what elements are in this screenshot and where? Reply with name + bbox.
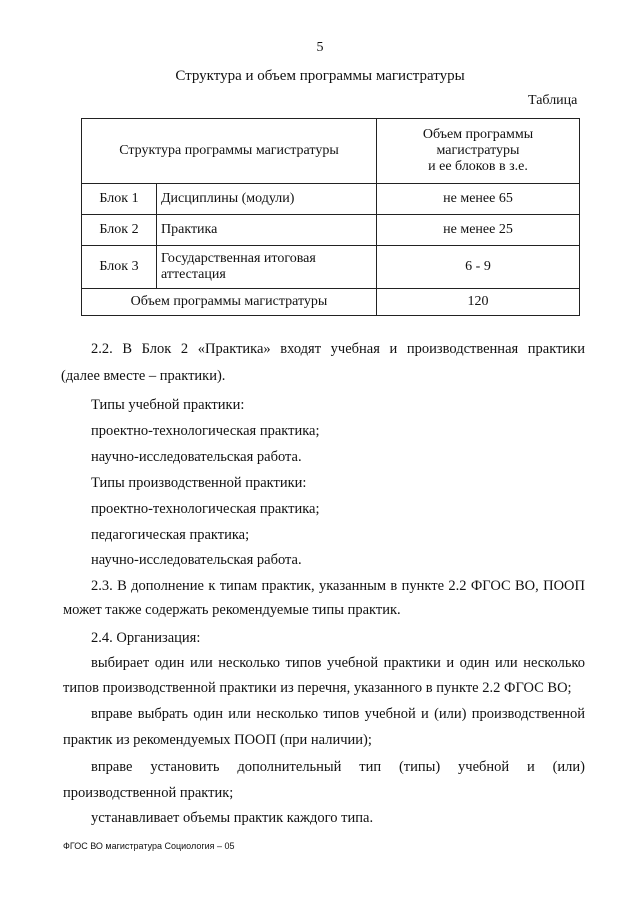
- block-cell: Блок 1: [82, 184, 157, 215]
- table-total-row: [82, 289, 580, 316]
- paragraph-line: вправе выбрать один или несколько типов учебной и (или) производственной: [91, 706, 585, 722]
- paragraph-line: выбирает один или несколько типов учебной практики и один или несколько: [91, 655, 585, 671]
- paragraph: Типы производственной практики:: [91, 475, 307, 491]
- header-volume-line: Объем программы: [422, 127, 534, 142]
- paragraph: устанавливает объемы практик каждого типа.: [91, 810, 374, 826]
- paragraph-line: производственной практик;: [63, 785, 234, 801]
- paragraph-line: 2.2. В Блок 2 «Практика» входят учебная и производственная практики: [91, 341, 585, 357]
- header-volume-line: магистратуры: [436, 143, 520, 158]
- paragraph: научно-исследовательская работа.: [91, 552, 302, 568]
- paragraph: проектно-технологическая практика;: [91, 423, 320, 439]
- block-volume-cell: не менее 25: [377, 215, 580, 246]
- header-volume-line: и ее блоков в з.е.: [428, 159, 528, 174]
- table-row: [82, 215, 580, 246]
- page-footer: ФГОС ВО магистратура Социология – 05: [63, 841, 235, 851]
- header-volume: [377, 119, 580, 184]
- block-cell: Блок 2: [82, 215, 157, 246]
- paragraph-line: 2.3. В дополнение к типам практик, указанным в пункте 2.2 ФГОС ВО, ПООП: [91, 578, 585, 594]
- block-volume-cell: 6 - 9: [377, 246, 580, 289]
- document-title: Структура и объем программы магистратуры: [175, 68, 465, 84]
- block-name-cell: Практика: [157, 215, 377, 246]
- paragraph: научно-исследовательская работа.: [91, 449, 302, 465]
- program-structure-table: [81, 118, 580, 316]
- page-number: 5: [316, 40, 324, 55]
- table-header-row: [82, 119, 580, 184]
- paragraph-line: практик из рекомендуемых ПООП (при наличии);: [63, 732, 372, 748]
- paragraph-line: может также содержать рекомендуемые типы практик.: [63, 602, 401, 618]
- block-name-line: аттестация: [161, 267, 226, 282]
- paragraph: Типы учебной практики:: [91, 397, 245, 413]
- table-row: [82, 246, 580, 289]
- paragraph: проектно-технологическая практика;: [91, 501, 320, 517]
- block-volume-cell: не менее 65: [377, 184, 580, 215]
- block-name-cell: [157, 246, 377, 289]
- block-name-line: Государственная итоговая: [161, 251, 316, 266]
- header-structure: Структура программы магистратуры: [82, 119, 377, 184]
- total-value-cell: 120: [377, 289, 580, 316]
- paragraph-line: типов производственной практики из перечня, указанного в пункте 2.2 ФГОС ВО;: [63, 680, 572, 696]
- paragraph: педагогическая практика;: [91, 527, 250, 543]
- block-name-cell: Дисциплины (модули): [157, 184, 377, 215]
- table-row: [82, 184, 580, 215]
- table-label: Таблица: [528, 93, 578, 108]
- paragraph-line: вправе установить дополнительный тип (типы) учебной и (или): [91, 759, 585, 775]
- block-cell: Блок 3: [82, 246, 157, 289]
- paragraph: 2.4. Организация:: [91, 630, 201, 646]
- total-label-cell: Объем программы магистратуры: [82, 289, 377, 316]
- paragraph-line: (далее вместе – практики).: [61, 368, 226, 384]
